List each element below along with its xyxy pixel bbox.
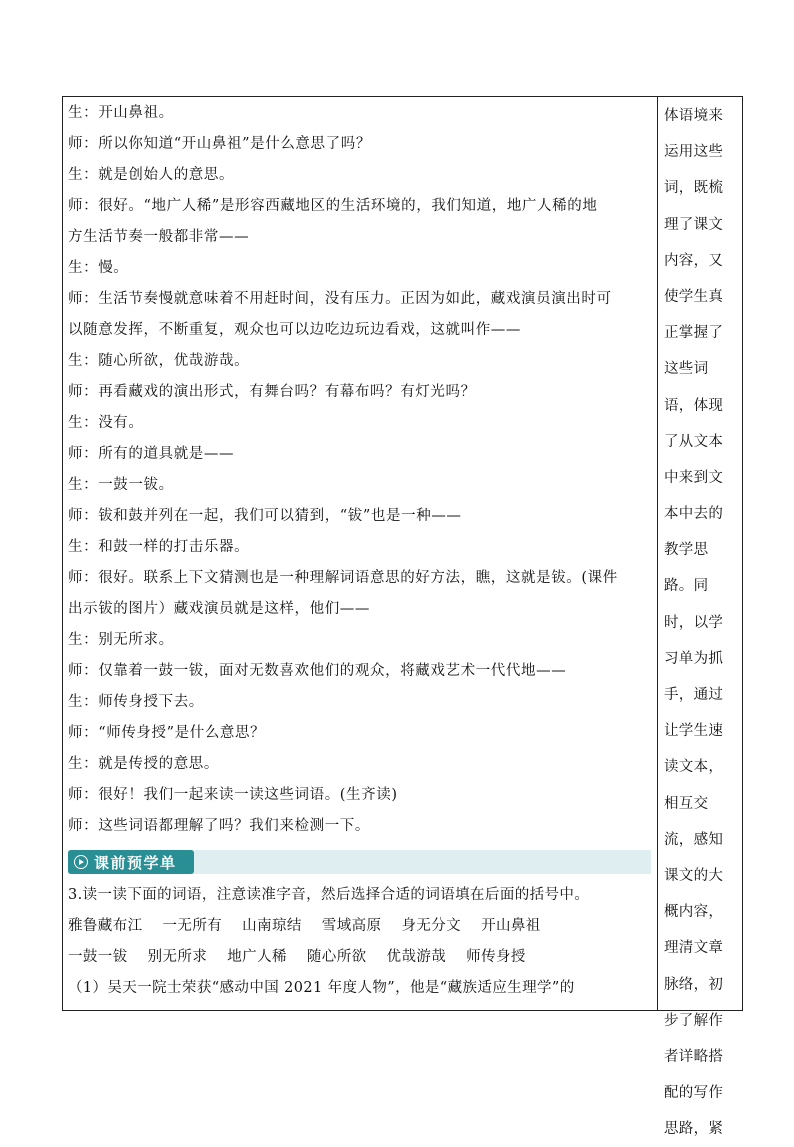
dialogue-line: 出示钹的图片）藏戏演员就是这样，他们—— <box>68 601 370 617</box>
dialogue-line: 师：很好！我们一起来读一读这些词语。(生齐读) <box>68 787 398 803</box>
commentary-line: 相互交 <box>664 795 709 812</box>
dialogue-column <box>68 98 654 1004</box>
commentary-line: 使学生真 <box>664 288 724 305</box>
dialogue-line: 师：所以你知道“开山鼻祖”是什么意思了吗？ <box>68 136 371 152</box>
commentary-column <box>664 98 738 1147</box>
commentary-line: 读文本， <box>664 759 724 776</box>
commentary-line: 流，感知 <box>664 831 724 848</box>
commentary-line: 教学思 <box>664 542 709 559</box>
section-title: 课前预学单 <box>94 853 177 872</box>
commentary-line: 内容，又 <box>664 252 724 269</box>
commentary-line: 时，以学 <box>664 614 724 631</box>
dialogue-line: 生：就是传授的意思。 <box>68 756 219 772</box>
dialogue-line: 师：很好。联系上下文猜测也是一种理解词语意思的好方法，瞧，这就是钹。(课件 <box>68 570 618 586</box>
commentary-line: 理了课文 <box>664 216 724 233</box>
word-bank-row: 雅鲁藏布江 一无所有 山南琼结 雪域高原 身无分文 开山鼻祖 <box>68 918 541 934</box>
dialogue-line: 师：仅靠着一鼓一钹，面对无数喜欢他们的观众，将藏戏艺术一代代地—— <box>68 663 567 679</box>
commentary-line: 这些词 <box>664 361 709 378</box>
commentary-line: 词，既梳 <box>664 180 724 197</box>
commentary-line: 配的写作 <box>664 1085 724 1102</box>
dialogue-line: 生：随心所欲，优哉游哉。 <box>68 353 250 369</box>
commentary-line: 者详略搭 <box>664 1048 724 1065</box>
commentary-line: 本中去的 <box>664 506 724 523</box>
dialogue-line: 生：就是创始人的意思。 <box>68 167 235 183</box>
commentary-line: 运用这些 <box>664 144 724 161</box>
dialogue-line: 生：慢。 <box>68 260 129 276</box>
word-bank-row: 一鼓一钹 别无所求 地广人稀 随心所欲 优哉游哉 师传身授 <box>68 949 526 965</box>
commentary-line: 了从文本 <box>664 433 724 450</box>
column-divider <box>657 96 658 1011</box>
commentary-line: 中来到文 <box>664 469 724 486</box>
dialogue-line: 师：生活节奏慢就意味着不用赶时间，没有压力。正因为如此，藏戏演员演出时可 <box>68 291 612 307</box>
section-banner <box>68 850 651 874</box>
dialogue-line: 师：“师传身授”是什么意思？ <box>68 725 266 741</box>
commentary-line: 步了解作 <box>664 1012 724 1029</box>
commentary-line: 思路，紧 <box>664 1121 724 1138</box>
commentary-line: 路。同 <box>664 578 709 595</box>
commentary-line: 脉络，初 <box>664 976 724 993</box>
dialogue-line: 师：钹和鼓并列在一起，我们可以猜到，“钹”也是一种—— <box>68 508 462 524</box>
commentary-line: 概内容， <box>664 904 724 921</box>
commentary-line: 语，体现 <box>664 397 724 414</box>
dialogue-line: 生：别无所求。 <box>68 632 174 648</box>
exercise-question: （1）吴天一院士荣获“感动中国 2021 年度人物”，他是“藏族适应生理学”的 <box>68 980 575 996</box>
dialogue-line: 师：这些词语都理解了吗？我们来检测一下。 <box>68 818 370 834</box>
commentary-line: 习单为抓 <box>664 650 724 667</box>
commentary-line: 让学生速 <box>664 723 724 740</box>
commentary-line: 理清文章 <box>664 940 724 957</box>
dialogue-line: 生：师传身授下去。 <box>68 694 204 710</box>
dialogue-line: 师：再看藏戏的演出形式，有舞台吗？有幕布吗？有灯光吗？ <box>68 384 476 400</box>
dialogue-line: 师：很好。“地广人稀”是形容西藏地区的生活环境的，我们知道，地广人稀的地 <box>68 198 598 214</box>
section-tab <box>68 850 194 874</box>
dialogue-line: 方生活节奏一般都非常—— <box>68 229 250 245</box>
commentary-line: 体语境来 <box>664 108 724 124</box>
commentary-line: 手，通过 <box>664 687 724 703</box>
exercise-instruction: 3.读一读下面的词语，注意读准字音，然后选择合适的词语填在后面的括号中。 <box>68 887 590 903</box>
dialogue-line: 生：和鼓一样的打击乐器。 <box>68 539 250 555</box>
dialogue-line: 生：一鼓一钹。 <box>68 477 174 493</box>
play-circle-icon <box>74 855 88 869</box>
dialogue-line: 生：开山鼻祖。 <box>68 105 174 121</box>
dialogue-line: 师：所有的道具就是—— <box>68 446 235 462</box>
commentary-line: 课文的大 <box>664 867 724 884</box>
commentary-line: 正掌握了 <box>664 325 724 342</box>
dialogue-line: 生：没有。 <box>68 415 144 431</box>
dialogue-line: 以随意发挥，不断重复，观众也可以边吃边玩边看戏，这就叫作—— <box>68 322 521 338</box>
